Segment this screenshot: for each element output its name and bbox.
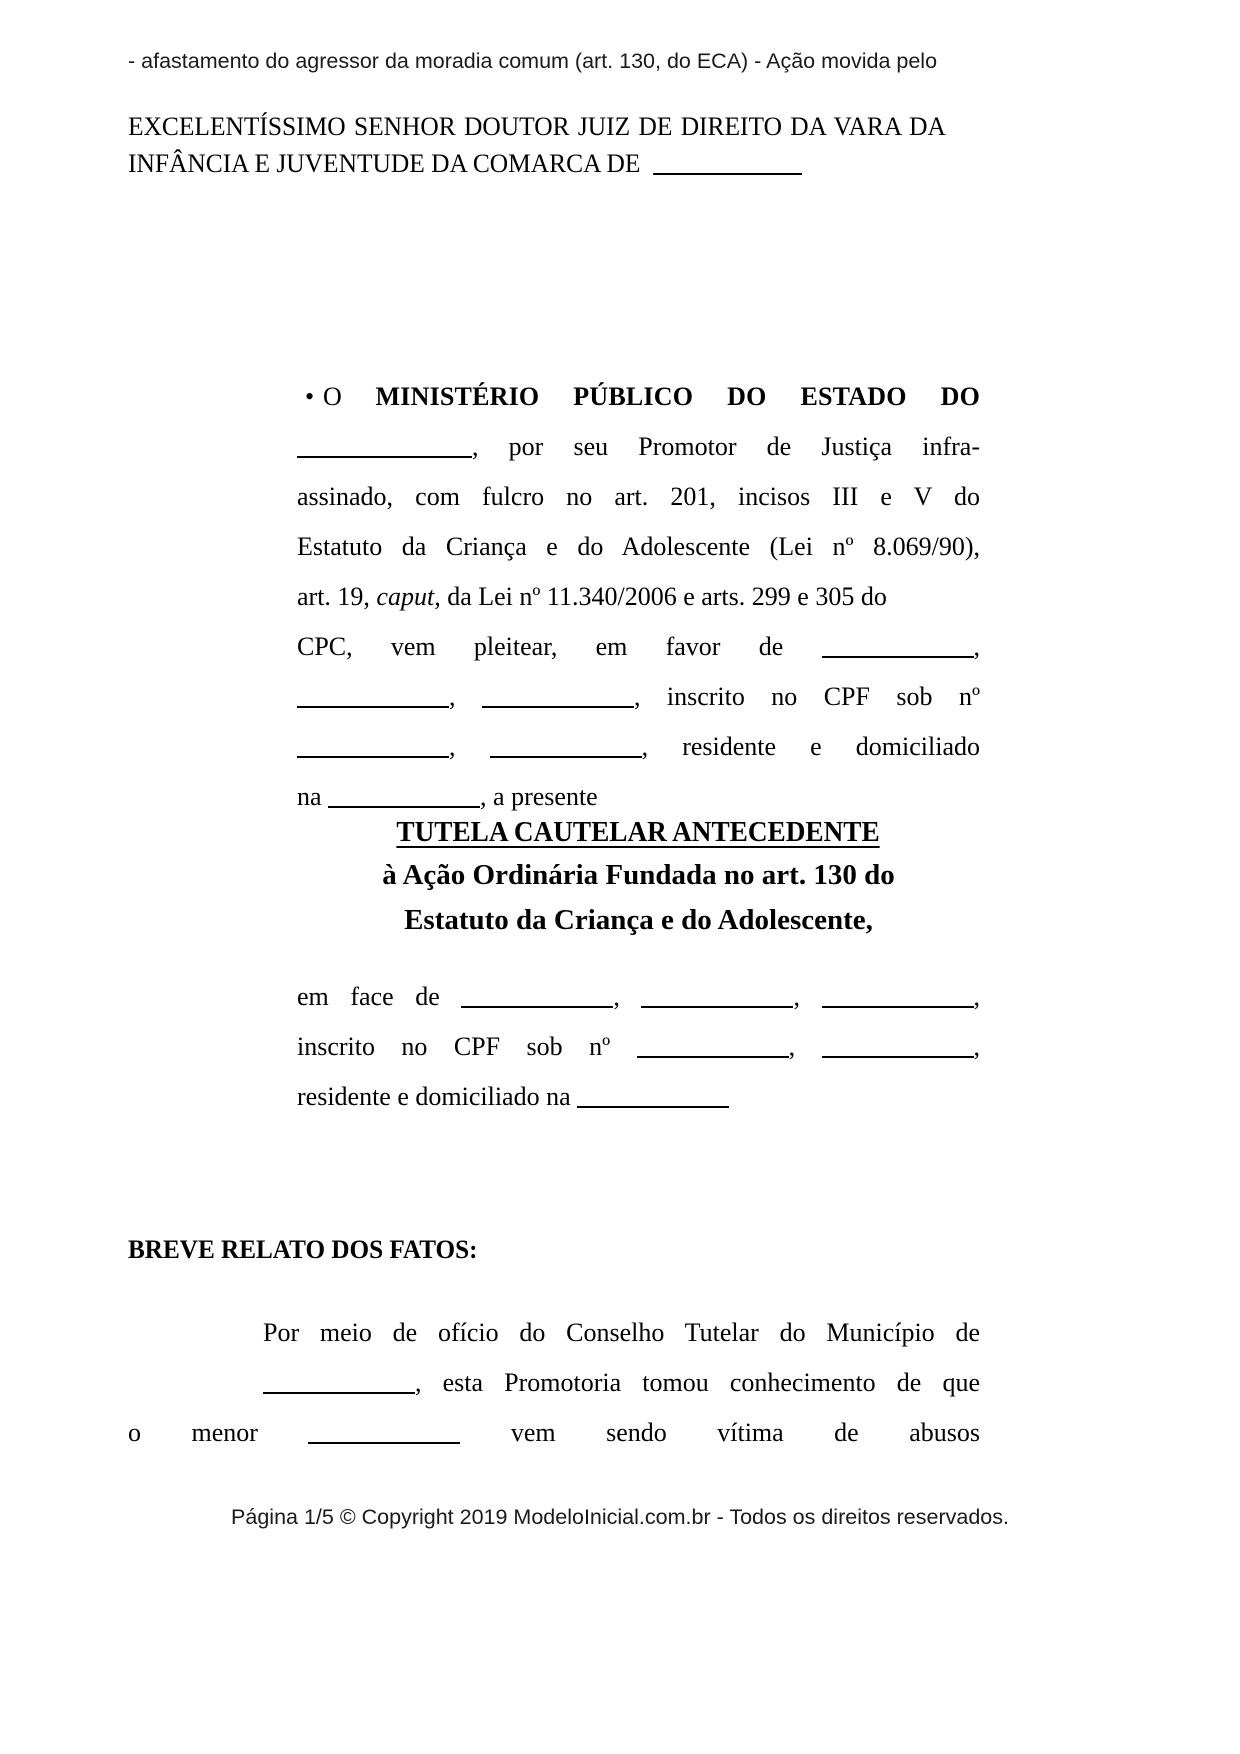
intro-line-9-a: na (297, 782, 322, 811)
defendant-line-1-a: em face de (297, 982, 440, 1011)
header-note: - afastamento do agressor da moradia comum (art. 130, do ECA) - Ação movida pelo (128, 49, 938, 73)
blank-field-reu-qualif-2[interactable] (822, 984, 974, 1008)
intro-line-5-a: art. 19, (297, 582, 370, 611)
intro-line-6-a: CPC, vem pleitear, em favor de (297, 632, 784, 661)
facts-line-3-a: o menor (128, 1418, 258, 1447)
addressee-heading (128, 108, 946, 182)
addressee-line-1: EXCELENTÍSSIMO SENHOR DOUTOR JUIZ DE DIREITO DA VARA DA (128, 111, 946, 141)
defendant-line-2 (297, 1022, 980, 1072)
intro-line-2 (297, 422, 980, 472)
defendant-line-1-d: , (973, 982, 981, 1011)
blank-field-reu-endereco[interactable] (577, 1084, 729, 1108)
intro-line-3: assinado, com fulcro no art. 201, incisos III e V do (297, 482, 980, 511)
facts-line-1 (128, 1308, 980, 1358)
intro-line-5 (297, 572, 980, 622)
facts-paragraph (128, 1308, 980, 1458)
addressee-line-2-text: INFÂNCIA E JUVENTUDE DA COMARCA DE (128, 148, 641, 178)
bullet-icon: • (305, 382, 315, 411)
blank-field-reu-qualif-1[interactable] (641, 984, 793, 1008)
intro-line-8 (297, 722, 980, 772)
facts-line-2 (128, 1358, 980, 1408)
intro-line-7-a: , (449, 682, 456, 711)
blank-field-menor-nome[interactable] (308, 1420, 460, 1444)
blank-field-favor[interactable] (822, 634, 974, 658)
petition-subtitle-line-2: Estatuto da Criança e do Adolescente, (404, 904, 873, 936)
blank-field-municipio[interactable] (263, 1370, 415, 1394)
petition-title (297, 810, 980, 854)
section-heading-breve-relato: BREVE RELATO DOS FATOS: (128, 1234, 478, 1264)
facts-line-3-b: vem sendo vítima de abusos (510, 1418, 980, 1447)
defendant-line-3 (297, 1072, 980, 1122)
intro-line-6 (297, 622, 980, 672)
defendant-line-2-b: , (788, 1032, 796, 1061)
intro-line-8-b: , residente e domiciliado (641, 732, 980, 761)
defendant-line-1-c: , (793, 982, 800, 1011)
intro-line-7 (297, 672, 980, 722)
intro-line-7-b: , inscrito no CPF sob nº (633, 682, 981, 711)
page-footer: Página 1/5 © Copyright 2019 ModeloInicial.com.br - Todos os direitos reservados. (231, 1505, 1009, 1529)
intro-line-1 (297, 372, 980, 422)
petition-title-text: TUTELA CAUTELAR ANTECEDENTE (396, 816, 881, 848)
petition-subtitle-line-1: à Ação Ordinária Fundada no art. 130 do (382, 859, 895, 891)
blank-field-nome-1[interactable] (297, 684, 449, 708)
intro-line-2-text: , por seu Promotor de Justiça infra- (472, 432, 980, 461)
blank-field-cpf-1[interactable] (297, 734, 449, 758)
defendant-line-3-text: residente e domiciliado na (297, 1082, 571, 1111)
intro-caput-italic: caput (376, 582, 435, 611)
intro-line-9-b: , a presente (480, 782, 598, 811)
intro-line-4: Estatuto da Criança e do Adolescente (Lei nº 8.069/90), (297, 532, 980, 561)
intro-bullet-prefix: O (323, 382, 342, 411)
intro-line-5-b: , da Lei nº 11.340/2006 e arts. 299 e 305 do (434, 582, 887, 611)
blank-field-reu-cpf-2[interactable] (822, 1034, 974, 1058)
intro-bold-entity: MINISTÉRIO PÚBLICO DO ESTADO DO (375, 382, 980, 411)
intro-line-6-b: , (973, 632, 981, 661)
defendant-line-1-b: , (613, 982, 620, 1011)
defendant-line-1 (297, 972, 980, 1022)
facts-line-1-text: Por meio de ofício do Conselho Tutelar do Município de (263, 1318, 980, 1347)
intro-paragraph (297, 372, 980, 822)
blank-field-endereco[interactable] (328, 784, 480, 808)
blank-field-reu-nome[interactable] (461, 984, 613, 1008)
petition-subtitle (297, 853, 980, 943)
blank-field-comarca[interactable] (653, 151, 802, 175)
addressee-line-2 (128, 145, 946, 182)
blank-field-nome-2[interactable] (482, 684, 634, 708)
intro-line-8-a: , (449, 732, 456, 761)
defendant-line-2-c: , (973, 1032, 981, 1061)
defendant-line-2-a: inscrito no CPF sob nº (297, 1032, 611, 1061)
blank-field-reu-cpf-1[interactable] (637, 1034, 789, 1058)
defendant-paragraph (297, 972, 980, 1122)
facts-line-3 (128, 1408, 980, 1458)
blank-field-cpf-2[interactable] (490, 734, 642, 758)
facts-line-2-text: , esta Promotoria tomou conhecimento de que (415, 1368, 980, 1397)
blank-field-estado[interactable] (297, 434, 472, 458)
